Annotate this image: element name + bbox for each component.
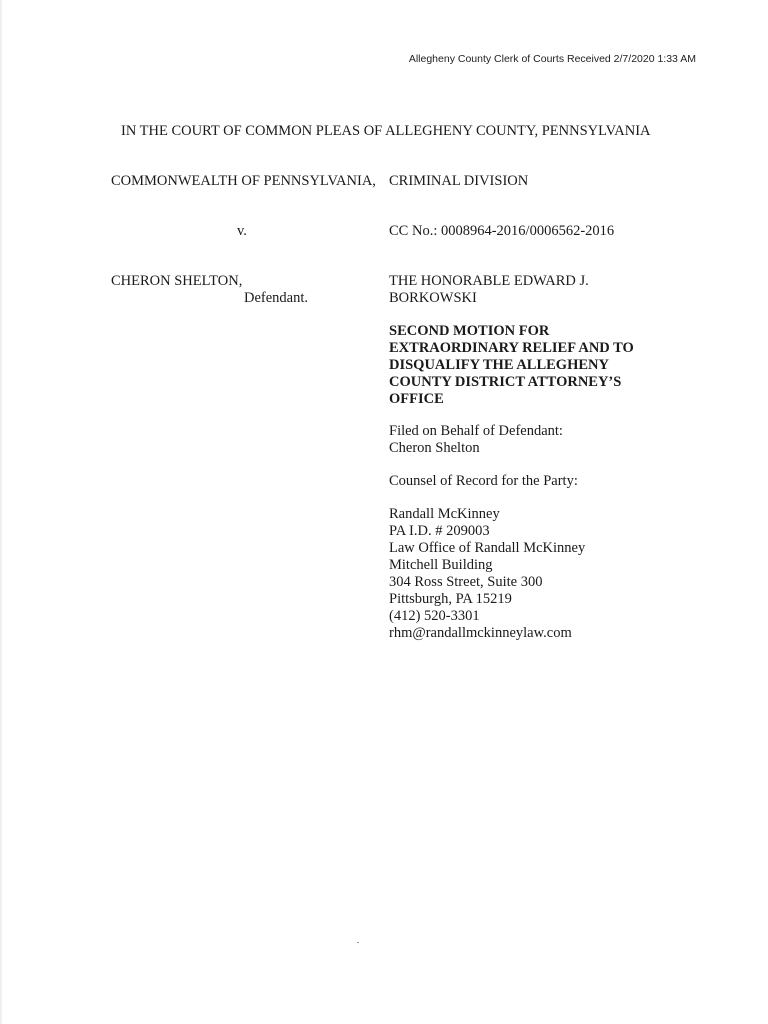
counsel-line: PA I.D. # 209003 (389, 523, 490, 539)
motion-title-line: SECOND MOTION FOR (389, 323, 550, 339)
judge-line: THE HONORABLE EDWARD J. (389, 273, 589, 289)
counsel-label-text: Counsel of Record for the Party: (389, 473, 578, 489)
division-label: CRIMINAL DIVISION (389, 173, 529, 189)
counsel-line: Pittsburgh, PA 15219 (389, 591, 512, 607)
case-number: CC No.: 0008964-2016/0006562-2016 (389, 223, 615, 239)
filed-line: Cheron Shelton (389, 440, 480, 456)
defendant-name: CHERON SHELTON, (111, 273, 243, 289)
motion-title-line: COUNTY DISTRICT ATTORNEY’S (389, 374, 622, 390)
judge-line: BORKOWSKI (389, 290, 477, 306)
scan-speck (357, 942, 359, 943)
counsel-line: 304 Ross Street, Suite 300 (389, 574, 543, 590)
motion-title (389, 323, 634, 408)
counsel-line: Law Office of Randall McKinney (389, 540, 586, 556)
counsel-block (389, 506, 585, 642)
versus-label: v. (237, 223, 247, 239)
counsel-line: (412) 520-3301 (389, 608, 480, 624)
plaintiff-name: COMMONWEALTH OF PENNSYLVANIA, (111, 173, 376, 189)
counsel-label (389, 473, 578, 490)
counsel-line: Randall McKinney (389, 506, 500, 522)
judge-name (389, 273, 589, 307)
motion-title-line: OFFICE (389, 391, 444, 407)
motion-title-line: EXTRAORDINARY RELIEF AND TO (389, 340, 634, 356)
motion-title-line: DISQUALIFY THE ALLEGHENY (389, 357, 609, 373)
received-stamp: Allegheny County Clerk of Courts Received 2/7/2020 1:33 AM (408, 53, 696, 65)
counsel-line: Mitchell Building (389, 557, 493, 573)
filed-line: Filed on Behalf of Defendant: (389, 423, 563, 439)
counsel-email[interactable]: rhm@randallmckinneylaw.com (389, 625, 572, 641)
defendant-label: Defendant. (244, 290, 309, 306)
scan-edge (0, 0, 3, 1024)
filed-on-behalf (389, 423, 563, 457)
court-title: IN THE COURT OF COMMON PLEAS OF ALLEGHENY COUNTY, PENNSYLVANIA (121, 123, 651, 139)
